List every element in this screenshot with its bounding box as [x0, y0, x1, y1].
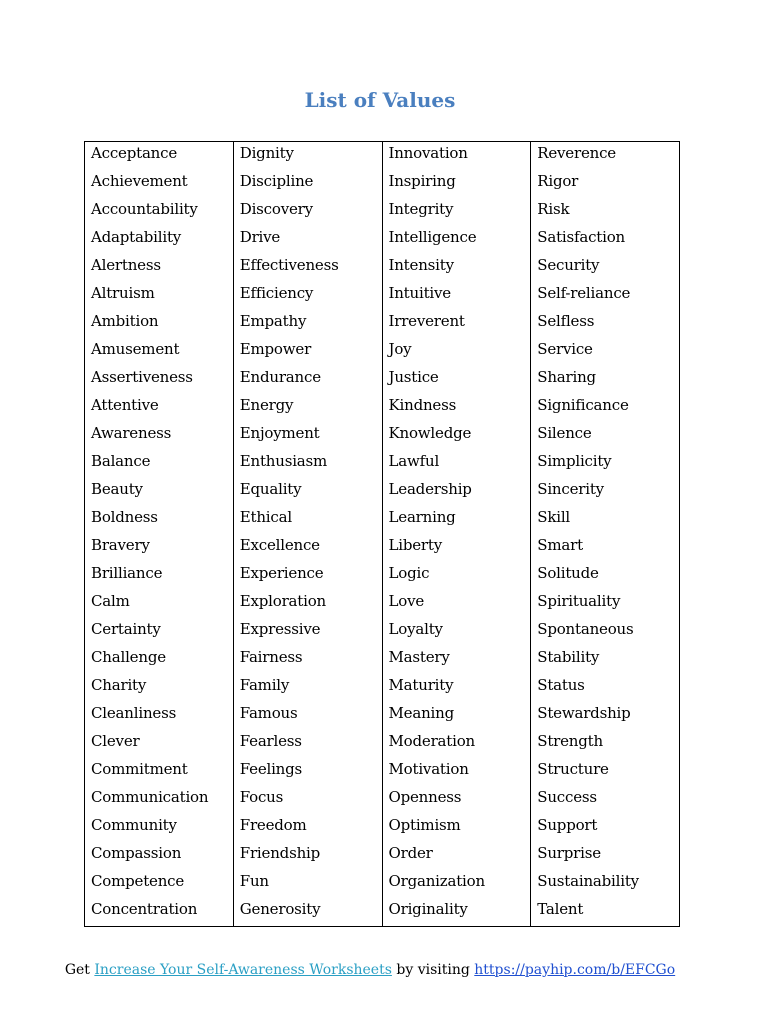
value-cell: Inspiring — [388, 172, 456, 190]
value-cell: Effectiveness — [239, 256, 339, 274]
value-cell: Amusement — [91, 340, 180, 358]
value-cell: Maturity — [388, 676, 454, 694]
value-cell: Sustainability — [537, 872, 639, 890]
value-cell: Liberty — [388, 536, 443, 554]
value-cell: Security — [537, 256, 600, 274]
value-cell: Moderation — [388, 732, 475, 750]
value-cell: Feelings — [239, 760, 303, 778]
value-cell: Clever — [91, 732, 140, 750]
value-cell: Altruism — [91, 284, 155, 302]
value-cell: Success — [537, 788, 597, 806]
value-cell: Calm — [91, 592, 130, 610]
value-cell: Charity — [91, 676, 147, 694]
value-cell: Ethical — [239, 508, 292, 526]
values-column-1 — [85, 142, 234, 926]
value-cell: Bravery — [91, 536, 150, 554]
values-column-2 — [234, 142, 383, 926]
value-cell: Integrity — [388, 200, 454, 218]
value-cell: Logic — [388, 564, 430, 582]
value-cell: Selfless — [537, 312, 595, 330]
value-cell: Organization — [388, 872, 485, 890]
value-cell: Endurance — [239, 368, 321, 386]
value-cell: Certainty — [91, 620, 161, 638]
value-cell: Efficiency — [239, 284, 314, 302]
value-cell: Expressive — [239, 620, 321, 638]
footer-line — [0, 962, 740, 978]
value-cell: Kindness — [388, 396, 457, 414]
value-cell: Boldness — [91, 508, 158, 526]
value-cell: Family — [239, 676, 290, 694]
value-cell: Reverence — [537, 144, 616, 162]
page-title: List of Values — [304, 88, 456, 112]
value-cell: Energy — [239, 396, 294, 414]
value-cell: Intelligence — [388, 228, 477, 246]
footer-middle: by visiting — [391, 962, 475, 978]
value-cell: Accountability — [91, 200, 198, 218]
value-cell: Smart — [537, 536, 583, 554]
value-cell: Achievement — [91, 172, 188, 190]
value-cell: Attentive — [91, 396, 159, 414]
value-cell: Cleanliness — [91, 704, 177, 722]
value-cell: Ambition — [91, 312, 159, 330]
value-cell: Meaning — [388, 704, 454, 722]
value-cell: Beauty — [91, 480, 143, 498]
value-cell: Risk — [537, 200, 570, 218]
value-cell: Drive — [239, 228, 281, 246]
value-cell: Learning — [388, 508, 456, 526]
value-cell: Fairness — [239, 648, 303, 666]
value-cell: Balance — [91, 452, 151, 470]
value-cell: Love — [388, 592, 425, 610]
value-cell: Spirituality — [537, 592, 621, 610]
value-cell: Simplicity — [537, 452, 612, 470]
value-cell: Originality — [388, 900, 468, 918]
payhip-url-link[interactable]: https://payhip.com/b/EFCGo — [474, 962, 676, 978]
value-cell: Lawful — [388, 452, 440, 470]
value-cell: Challenge — [91, 648, 166, 666]
value-cell: Brilliance — [91, 564, 163, 582]
value-cell: Concentration — [91, 900, 198, 918]
value-cell: Empower — [239, 340, 312, 358]
value-cell: Freedom — [239, 816, 307, 834]
value-cell: Order — [388, 844, 433, 862]
value-cell: Enjoyment — [239, 424, 320, 442]
value-cell: Alertness — [91, 256, 161, 274]
value-cell: Service — [537, 340, 593, 358]
value-cell: Commitment — [91, 760, 188, 778]
value-cell: Discipline — [239, 172, 314, 190]
footer-prefix: Get — [64, 962, 95, 978]
value-cell: Solitude — [537, 564, 599, 582]
value-cell: Motivation — [388, 760, 469, 778]
value-cell: Exploration — [239, 592, 327, 610]
value-cell: Status — [537, 676, 585, 694]
value-cell: Optimism — [388, 816, 461, 834]
value-cell: Enthusiasm — [239, 452, 328, 470]
value-cell: Excellence — [239, 536, 320, 554]
value-cell: Knowledge — [388, 424, 472, 442]
value-cell: Sharing — [537, 368, 596, 386]
value-cell: Talent — [537, 900, 584, 918]
value-cell: Sincerity — [537, 480, 604, 498]
value-cell: Loyalty — [388, 620, 443, 638]
values-table — [84, 141, 680, 927]
value-cell: Acceptance — [91, 144, 178, 162]
value-cell: Self-reliance — [537, 284, 631, 302]
value-cell: Irreverent — [388, 312, 465, 330]
value-cell: Stability — [537, 648, 600, 666]
value-cell: Friendship — [239, 844, 321, 862]
value-cell: Community — [91, 816, 177, 834]
value-cell: Communication — [91, 788, 209, 806]
value-cell: Justice — [388, 368, 439, 386]
value-cell: Compassion — [91, 844, 182, 862]
value-cell: Awareness — [91, 424, 172, 442]
value-cell: Equality — [239, 480, 302, 498]
value-cell: Significance — [537, 396, 629, 414]
value-cell: Leadership — [388, 480, 472, 498]
value-cell: Support — [537, 816, 598, 834]
value-cell: Innovation — [388, 144, 468, 162]
value-cell: Satisfaction — [537, 228, 626, 246]
value-cell: Fearless — [239, 732, 302, 750]
value-cell: Spontaneous — [537, 620, 634, 638]
values-column-4 — [531, 142, 679, 926]
worksheets-link[interactable]: Increase Your Self-Awareness Worksheets — [94, 962, 392, 978]
value-cell: Dignity — [239, 144, 294, 162]
value-cell: Silence — [537, 424, 592, 442]
value-cell: Joy — [388, 340, 412, 358]
value-cell: Fun — [239, 872, 269, 890]
value-cell: Structure — [537, 760, 609, 778]
value-cell: Surprise — [537, 844, 601, 862]
value-cell: Competence — [91, 872, 185, 890]
value-cell: Focus — [239, 788, 284, 806]
value-cell: Experience — [239, 564, 324, 582]
value-cell: Assertiveness — [91, 368, 193, 386]
values-column-3 — [383, 142, 532, 926]
value-cell: Openness — [388, 788, 462, 806]
value-cell: Famous — [239, 704, 298, 722]
value-cell: Rigor — [537, 172, 579, 190]
value-cell: Intensity — [388, 256, 454, 274]
value-cell: Strength — [537, 732, 603, 750]
value-cell: Empathy — [239, 312, 307, 330]
value-cell: Adaptability — [91, 228, 182, 246]
value-cell: Intuitive — [388, 284, 451, 302]
value-cell: Stewardship — [537, 704, 631, 722]
value-cell: Skill — [537, 508, 571, 526]
value-cell: Generosity — [239, 900, 321, 918]
value-cell: Discovery — [239, 200, 313, 218]
value-cell: Mastery — [388, 648, 450, 666]
